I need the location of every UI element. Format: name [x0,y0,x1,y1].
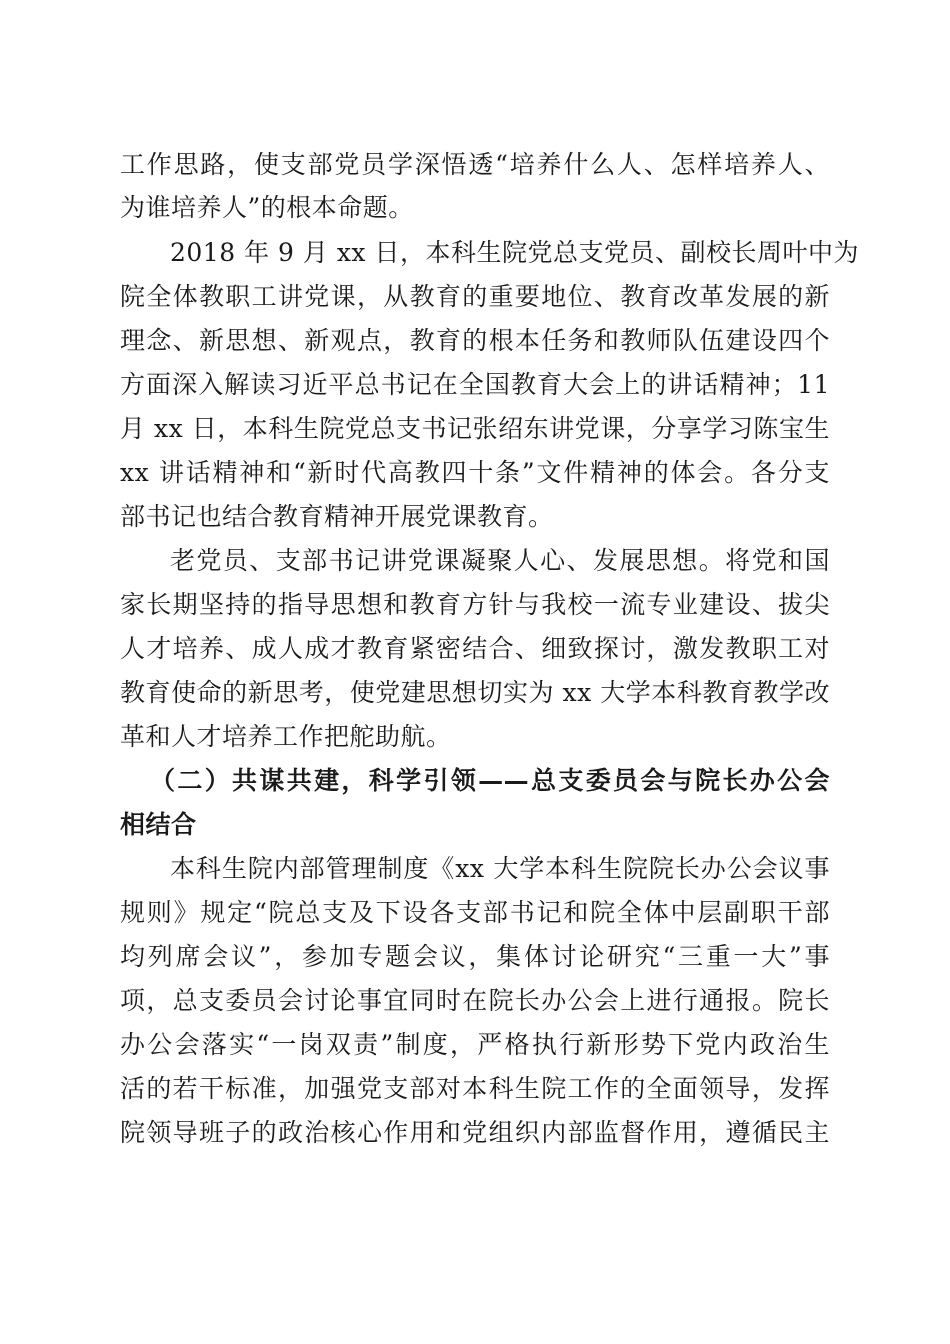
paragraph-line: 规则》规定“院总支及下设各支部书记和院全体中层副职干部 [120,898,830,927]
paragraph-line: 办公会落实“一岗双责”制度，严格执行新形势下党内政治生 [120,1030,830,1059]
section-heading-continuation: 相结合 [120,810,197,839]
paragraph-line: 均列席会议”，参加专题会议，集体讨论研究“三重一大”事 [120,942,830,971]
paragraph-line: 理念、新思想、新观点，教育的根本任务和教师队伍建设四个 [120,326,830,355]
paragraph-line: 活的若干标准，加强党支部对本科生院工作的全面领导，发挥 [120,1074,830,1103]
paragraph-line: 家长期坚持的指导思想和教育方针与我校一流专业建设、拔尖 [120,590,830,619]
paragraph-line: xx 讲话精神和“新时代高教四十条”文件精神的体会。各分支 [120,458,830,487]
paragraph-line: 方面深入解读习近平总书记在全国教育大会上的讲话精神；11 [120,370,830,399]
paragraph-line: 人才培养、成人成才教育紧密结合、细致探讨，激发教职工对 [120,634,830,663]
paragraph-line: 为谁培养人”的根本命题。 [120,193,414,222]
paragraph-line: 本科生院内部管理制度《xx 大学本科生院院长办公会议事 [170,854,830,883]
paragraph-line: 教育使命的新思考，使党建思想切实为 xx 大学本科教育教学改 [120,678,830,707]
paragraph-line: 革和人才培养工作把舵助航。 [120,722,452,751]
paragraph-line: 院全体教职工讲党课，从教育的重要地位、教育改革发展的新 [120,282,830,311]
paragraph-line: 老党员、支部书记讲党课凝聚人心、发展思想。将党和国 [170,546,830,575]
paragraph-line: 月 xx 日，本科生院党总支书记张绍东讲党课，分享学习陈宝生 [120,414,830,443]
paragraph-line: 院领导班子的政治核心作用和党组织内部监督作用，遵循民主 [120,1118,830,1147]
paragraph-line: 2018 年 9 月 xx 日，本科生院党总支党员、副校长周叶中为 [170,238,859,267]
paragraph-line: 项，总支委员会讨论事宜同时在院长办公会上进行通报。院长 [120,986,830,1015]
paragraph-line: 工作思路，使支部党员学深悟透“培养什么人、怎样培养人、 [120,150,830,179]
section-heading: （二）共谋共建，科学引领——总支委员会与院长办公会 [150,766,830,795]
paragraph-line: 部书记也结合教育精神开展党课教育。 [120,502,554,531]
